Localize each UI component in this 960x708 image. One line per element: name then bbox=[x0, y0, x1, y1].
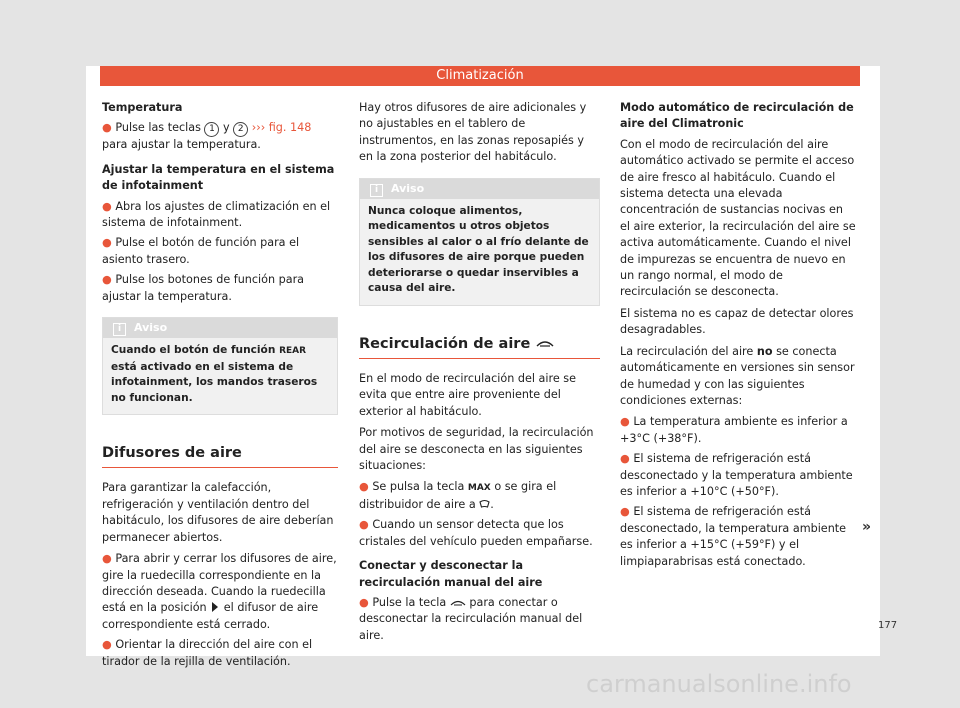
bullet-icon: ● bbox=[620, 415, 634, 429]
recirculation-icon bbox=[535, 338, 555, 348]
paragraph-modo-recirculacion: En el modo de recirculación del aire se evita que entre aire proveniente del exterior al habitáculo. bbox=[359, 372, 576, 418]
rear-seat-icon: REAR bbox=[279, 346, 307, 357]
bullet-icon: ● bbox=[102, 273, 116, 287]
heading-ajustar-infotainment: Ajustar la temperatura en el sistema de infotainment bbox=[102, 162, 335, 193]
figure-reference-link[interactable]: ››› fig. 148 bbox=[251, 121, 312, 135]
bullet-icon: ● bbox=[620, 452, 634, 466]
heading-temperatura: Temperatura bbox=[102, 101, 183, 114]
callout-2-icon: 2 bbox=[233, 122, 248, 137]
bullet-icon: ● bbox=[102, 121, 116, 135]
paragraph-no-conecta: La recirculación del aire no se conecta automáticamente en versiones sin sensor de humedad y con las siguientes condiciones externas: bbox=[620, 344, 855, 407]
column-2 bbox=[359, 100, 600, 648]
paragraph-modo-automatico: Con el modo de recirculación del aire automático activado se permite el acceso de aire fresco al habitáculo. Cuando el sistema detecta una elevada concentración de sustancias nocivas en el aire exterior, la recirculación del aire se activa automáticamente. Cuando el nivel de impurezas se encuentra de nuevo en un rango normal, el modo de recirculación se desconecta. bbox=[620, 137, 856, 299]
bullet-icon: ● bbox=[359, 480, 373, 494]
paragraph-motivos-seguridad: Por motivos de seguridad, la recirculación del aire se desconecta en las siguientes situaciones: bbox=[359, 426, 594, 473]
info-icon: i bbox=[370, 184, 383, 197]
section-title-difusores: Difusores de aire bbox=[102, 441, 338, 468]
page-number: 177 bbox=[878, 620, 898, 631]
bullet-icon: ● bbox=[102, 552, 116, 566]
paragraph-otros-difusores: Hay otros difusores de aire adicionales y no ajustables en el tablero de instrumentos, en las zonas reposapiés y en la zona posterior del habitáculo. bbox=[359, 101, 587, 164]
bullet-icon: ● bbox=[102, 638, 116, 652]
notice-title: i Aviso bbox=[360, 179, 599, 199]
notice-body: Nunca coloque alimentos, medicamentos u otros objetos sensibles al calor o al frío delante de los difusores de aire porque pueden deteriorarse o quedar inservibles a causa del aire. bbox=[368, 204, 589, 295]
column-1 bbox=[102, 100, 338, 674]
heading-conectar-desconectar: Conectar y desconectar la recirculación manual del aire bbox=[359, 559, 543, 589]
watermark: carmanualsonline.info bbox=[586, 670, 852, 698]
bullet-abra-ajustes: ● Abra los ajustes de climatización en el sistema de infotainment. bbox=[102, 199, 331, 230]
notice-body: Cuando el botón de función REAR está activado en el sistema de infotainment, los mandos traseros no funcionan. bbox=[111, 344, 318, 404]
chapter-header: Climatización bbox=[100, 66, 860, 86]
bullet-pulse-tecla: ● Pulse la tecla para conectar o desconectar la recirculación manual del aire. bbox=[359, 595, 583, 642]
bullet-icon: ● bbox=[359, 595, 373, 609]
section-title-recirculacion: Recirculación de aire bbox=[359, 332, 600, 359]
notice-box-rear bbox=[102, 317, 338, 415]
bullet-abrir-cerrar: ● Para abrir y cerrar los difusores de aire, gire la ruedecilla correspondiente en la dirección deseada. Cuando la ruedecilla está en la posición el difusor de aire correspondiente está cerrado. bbox=[102, 552, 337, 631]
column-3 bbox=[620, 100, 856, 574]
bullet-sensor-cristales: ● Cuando un sensor detecta que los cristales del vehículo pueden empañarse. bbox=[359, 518, 593, 548]
bullet-tecla-max: ● Se pulsa la tecla MAX o se gira el distribuidor de aire a . bbox=[359, 480, 557, 511]
bullet-icon: ● bbox=[359, 518, 373, 532]
heading-modo-automatico: Modo automático de recirculación de aire del Climatronic bbox=[620, 101, 854, 131]
bullet-icon: ● bbox=[102, 199, 116, 213]
paragraph-difusores: Para garantizar la calefacción, refrigeración y ventilación dentro del habitáculo, los difusores de aire deberían permanecer abiertos. bbox=[102, 481, 334, 544]
bullet-boton-asiento: ● Pulse el botón de función para el asiento trasero. bbox=[102, 236, 300, 266]
bullet-temp-15: ● El sistema de refrigeración está desconectado, la temperatura ambiente es inferior a +15°C (+59°F) y el limpiaparabrisas está conectado. bbox=[620, 505, 847, 568]
windshield-defrost-icon bbox=[479, 499, 490, 509]
recirculation-icon bbox=[450, 598, 466, 606]
bullet-temp-3: ● La temperatura ambiente es inferior a +3°C (+38°F). bbox=[620, 415, 848, 445]
max-defrost-icon: MAX bbox=[467, 483, 491, 494]
continue-marker: » bbox=[862, 519, 872, 535]
paragraph-olores: El sistema no es capaz de detectar olores desagradables. bbox=[620, 306, 854, 337]
bullet-orientar: ● Orientar la dirección del aire con el tirador de la rejilla de ventilación. bbox=[102, 638, 313, 668]
bullet-temp-10: ● El sistema de refrigeración está desconectado y la temperatura ambiente es inferior a +10°C (+50°F). bbox=[620, 452, 853, 498]
bullet-icon: ● bbox=[620, 505, 634, 519]
bullet-pulse-teclas: ● Pulse las teclas 1 y 2 ››› fig. 148 para ajustar la temperatura. bbox=[102, 121, 312, 152]
bullet-icon: ● bbox=[102, 236, 116, 250]
callout-1-icon: 1 bbox=[204, 122, 219, 137]
info-icon: i bbox=[113, 323, 126, 336]
closed-position-icon bbox=[212, 602, 218, 612]
notice-title: i Aviso bbox=[103, 318, 337, 338]
notice-box-alimentos bbox=[359, 178, 600, 306]
bullet-botones-funcion: ● Pulse los botones de función para ajustar la temperatura. bbox=[102, 273, 305, 303]
